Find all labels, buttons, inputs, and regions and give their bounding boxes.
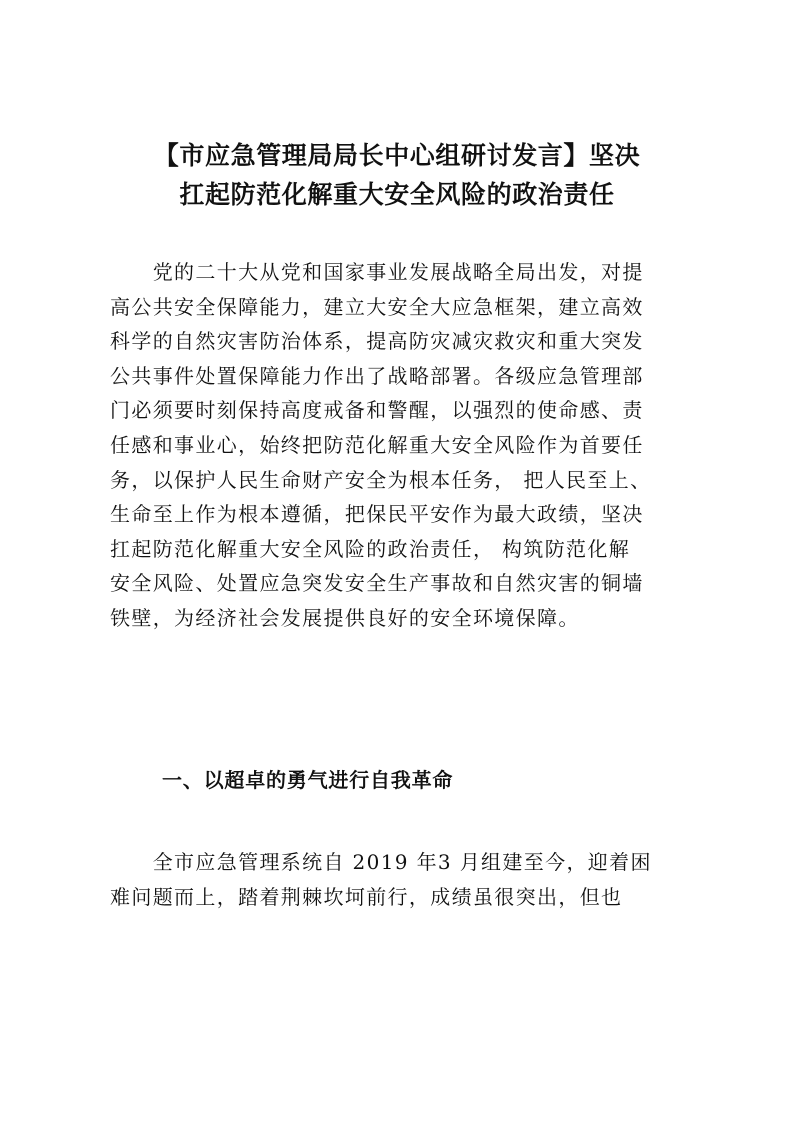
section-paragraph [110, 845, 690, 914]
intro-paragraph [110, 255, 690, 636]
paragraph-line: 科学的自然灾害防治体系，提高防灾减灾救灾和重大突发 [110, 329, 644, 354]
paragraph-line: 公共事件处置保障能力作出了战略部署。各级应急管理部 [110, 363, 644, 388]
paragraph-line: 任感和事业心，始终把防范化解重大安全风险作为首要任 [110, 432, 644, 457]
paragraph-line: 门必须要时刻保持高度戒备和警醒，以强烈的使命感、责 [110, 398, 644, 423]
paragraph-line: 高公共安全保障能力，建立大安全大应急框架，建立高效 [110, 294, 644, 319]
paragraph-line: 扛起防范化解重大安全风险的政治责任， 构筑防范化解 [110, 536, 631, 561]
paragraph-line: 铁壁，为经济社会发展提供良好的安全环境保障。 [110, 605, 580, 630]
paragraph-line: 务，以保护人民生命财产安全为根本任务， 把人民至上、 [110, 467, 652, 492]
section-heading: 一、以超卓的勇气进行自我革命 [162, 768, 454, 792]
paragraph-line: 难问题而上，踏着荆棘坎坷前行，成绩虽很突出，但也 [110, 884, 623, 909]
title-line: 【市应急管理局局长中心组研讨发言】坚决 [153, 141, 641, 170]
paragraph-line: 生命至上作为根本遵循，把保民平安作为最大政绩，坚决 [110, 502, 644, 527]
paragraph-line: 安全风险、处置应急突发安全生产事故和自然灾害的铜墙 [110, 571, 644, 596]
title-line: 扛起防范化解重大安全风险的政治责任 [179, 180, 615, 209]
paragraph-line: 全市应急管理系统自 2019 年3 月组建至今，迎着困 [110, 850, 652, 874]
document-title [110, 136, 684, 214]
paragraph-line: 党的二十大从党和国家事业发展战略全局出发，对提 [110, 260, 644, 284]
